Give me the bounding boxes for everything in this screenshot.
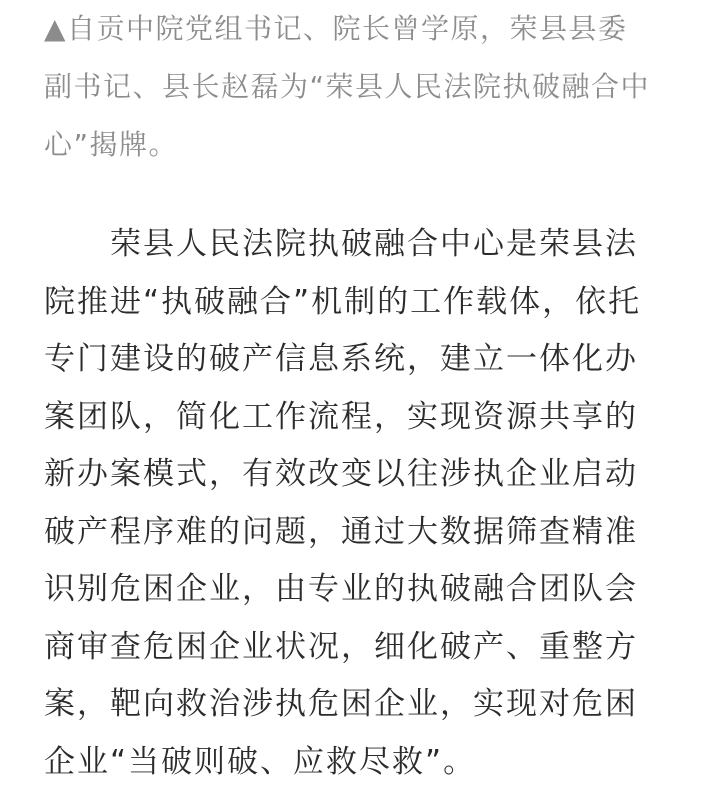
caption-line: 副书记、县长赵磊为“荣县人民法院执破融合中 <box>44 70 651 103</box>
paragraph-line: 新办案模式，有效改变以往涉执企业启动 <box>44 456 638 492</box>
paragraph-line: 商审查危困企业状况，细化破产、重整方 <box>44 628 638 665</box>
image-caption <box>44 0 684 174</box>
paragraph-line: 荣县人民法院执破融合中心是荣县法 <box>110 226 638 262</box>
caption-line: ▲自贡中院党组书记、院长曾学原，荣县县委 <box>44 12 628 45</box>
paragraph-line: 专门建设的破产信息系统，建立一体化办 <box>44 341 638 377</box>
article-paragraph <box>44 216 684 791</box>
paragraph-line: 案团队，简化工作流程，实现资源共享的 <box>44 398 638 435</box>
paragraph-line: 院推进“执破融合”机制的工作载体，依托 <box>44 283 642 320</box>
paragraph-line: 识别危困企业，由专业的执破融合团队会 <box>44 571 638 607</box>
paragraph-line: 企业“当破则破、应救尽救”。 <box>44 743 477 780</box>
paragraph-line: 破产程序难的问题，通过大数据筛查精准 <box>44 513 638 550</box>
caption-line: 心”揭牌。 <box>44 128 179 161</box>
paragraph-line: 案，靶向救治涉执危困企业，实现对危困 <box>44 686 638 722</box>
